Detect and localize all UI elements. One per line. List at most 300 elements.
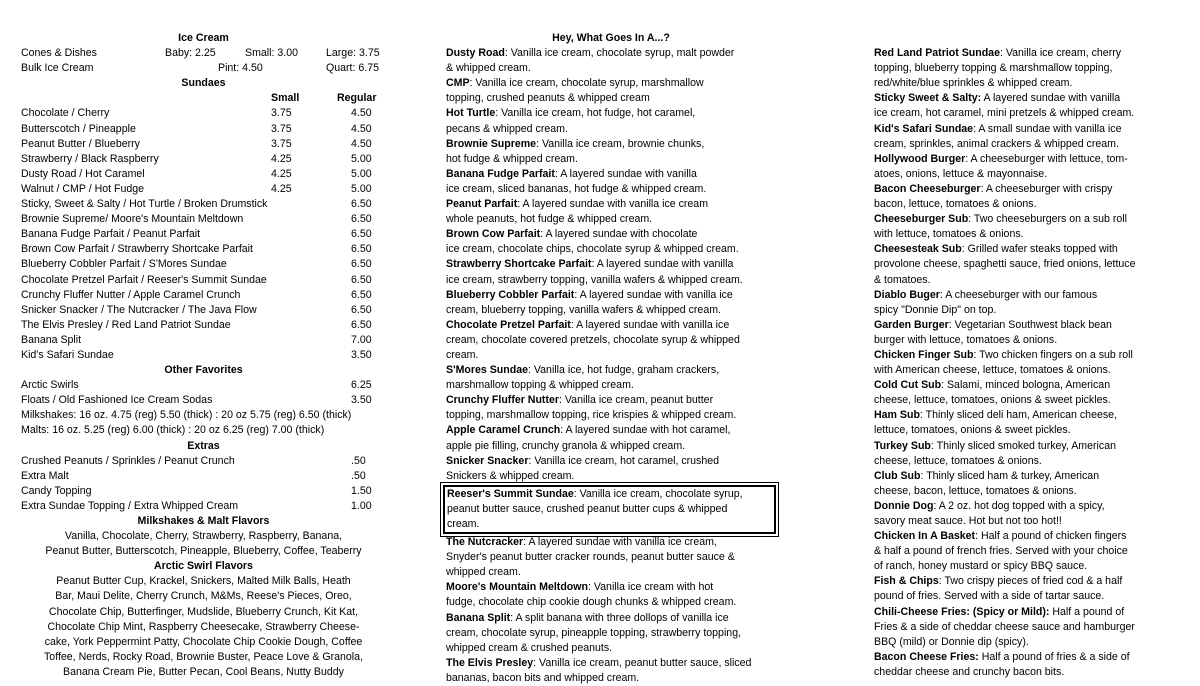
item-text: : Thinly sliced ham & turkey, American	[920, 469, 1100, 482]
item-text: lettuce, tomatoes, onions & sweet pickles.	[874, 424, 1071, 437]
sundae-name: Chocolate Pretzel Parfait / Reeser's Summit Sundae	[21, 273, 267, 286]
item-text: Half a pound of fries & a side of	[978, 650, 1130, 663]
extra-price: 1.00	[351, 499, 372, 512]
item-name: Donnie Dog	[874, 499, 934, 512]
description-line	[874, 665, 1174, 680]
other-name: Arctic Swirls	[21, 379, 79, 392]
item-text: : Two crispy pieces of fried cod & a half	[938, 575, 1123, 588]
description-line	[874, 167, 1174, 182]
extra-name: Crushed Peanuts / Sprinkles / Peanut Crunch	[21, 454, 235, 467]
item-name: Bacon Cheeseburger	[874, 182, 981, 195]
sundae-name: Peanut Butter / Blueberry	[21, 137, 140, 150]
sundae-regular-price: 5.00	[351, 182, 372, 195]
flavor-line: Bar, Maui Delite, Cherry Crunch, M&Ms, Reese's Pieces, Oreo,	[55, 590, 352, 603]
sundae-small-price: 4.25	[271, 167, 292, 180]
description-line	[446, 656, 776, 671]
description-line	[874, 589, 1174, 604]
item-text: : Vanilla ice cream, peanut butter	[559, 394, 714, 407]
description-line	[874, 333, 1174, 348]
sundae-small-price: 4.25	[271, 152, 292, 165]
item-text: BBQ (mild) or Donnie dip (spicy).	[874, 635, 1029, 648]
description-line	[446, 288, 776, 303]
description-line	[446, 423, 776, 438]
menu-item-description	[874, 212, 1174, 242]
menu-item-description	[874, 152, 1174, 182]
description-line	[874, 454, 1174, 469]
description-line	[874, 559, 1174, 574]
menu-item-description	[446, 535, 776, 580]
item-text: savory meat sauce. Hot but not too hot!!	[874, 515, 1062, 527]
item-name: Ham Sub	[874, 409, 920, 422]
item-name: Cold Cut Sub	[874, 379, 942, 392]
description-line	[874, 348, 1174, 363]
sundae-row	[21, 152, 386, 167]
sundae-row	[21, 212, 386, 227]
item-text: : A cheeseburger with our famous	[939, 288, 1098, 301]
item-text: : A cheeseburger with lettuce, tom-	[965, 152, 1128, 165]
description-line	[446, 46, 776, 61]
description-line	[446, 565, 776, 580]
sundae-regular-price: 6.50	[351, 303, 372, 316]
item-text: : Thinly sliced deli ham, American cheese,	[919, 409, 1117, 422]
sundae-col-headers: Small Regular	[271, 92, 377, 105]
description-line	[446, 454, 776, 469]
extra-row	[21, 499, 386, 514]
extra-price: .50	[351, 454, 366, 467]
description-line	[446, 641, 776, 656]
item-name: The Elvis Presley	[446, 656, 534, 669]
item-name: CMP	[446, 77, 470, 90]
sundae-row	[21, 137, 386, 152]
menu-item-description	[874, 288, 1174, 318]
menu-item-description	[874, 650, 1174, 680]
sundae-row	[21, 106, 386, 121]
flavor-line: Toffee, Nerds, Rocky Road, Brownie Buster, Peace Love & Granola,	[44, 650, 363, 663]
menu-item-description	[874, 318, 1174, 348]
item-name: Blueberry Cobbler Parfait	[446, 288, 575, 301]
sundae-name: Sticky, Sweet & Salty / Hot Turtle / Broken Drumstick	[21, 198, 268, 211]
description-line	[446, 626, 776, 641]
sundae-regular-price: 6.50	[351, 198, 372, 211]
item-name: Hot Turtle	[446, 107, 496, 120]
item-text: cream, blueberry topping, vanilla wafers & whipped cream.	[446, 303, 721, 316]
item-text: peanut butter sauce, crushed peanut butter cups & whipped	[447, 502, 728, 515]
menu-item-description	[446, 611, 776, 656]
item-name: Banana Split	[446, 611, 511, 624]
bulk-row: Bulk Ice Cream Pint: 4.50 Quart: 6.75	[21, 62, 379, 75]
description-line	[446, 257, 776, 272]
menu-item-description	[446, 656, 776, 686]
item-text: : A split banana with three dollops of vanilla ice	[510, 611, 729, 624]
description-line	[446, 122, 776, 137]
item-text: with lettuce, tomatoes & onions.	[874, 228, 1024, 241]
description-line	[446, 393, 776, 408]
item-text: provolone cheese, spaghetti sauce, fried onions, lettuce	[874, 258, 1136, 271]
description-line	[874, 499, 1174, 514]
item-text: Snyder's peanut butter cracker rounds, peanut butter sauce &	[446, 551, 735, 564]
sundae-regular-price: 6.50	[351, 243, 372, 256]
item-name: Chili-Cheese Fries: (Spicy or Mild):	[874, 605, 1050, 618]
malts-row: Malts: 16 oz. 5.25 (reg) 6.00 (thick) : 20 oz 6.25 (reg) 7.00 (thick)	[21, 424, 325, 437]
description-line	[874, 529, 1174, 544]
item-text: hot fudge & whipped cream.	[446, 152, 578, 165]
menu-item-description	[874, 242, 1174, 287]
item-text: : Salami, minced bologna, American	[941, 379, 1111, 392]
menu-item-description	[446, 454, 776, 484]
sundae-row	[21, 273, 386, 288]
item-text: burger with lettuce, tomatoes & onions.	[874, 333, 1058, 346]
sundae-regular-price: 7.00	[351, 333, 372, 346]
menu-item-description	[446, 393, 776, 423]
item-text: : A layered sundae with vanilla ice	[570, 318, 730, 331]
item-text: atoes, onions, lettuce & mayonnaise.	[874, 167, 1048, 180]
sundae-regular-price: 3.50	[351, 348, 372, 361]
food-description-list	[874, 46, 1174, 680]
swirl-flavors-text	[21, 574, 386, 680]
description-line	[446, 167, 776, 182]
description-line	[874, 605, 1174, 620]
item-name: Moore's Mountain Meltdown	[446, 581, 588, 594]
description-line	[874, 303, 1174, 318]
description-line	[874, 182, 1174, 197]
sundae-row	[21, 303, 386, 318]
description-line	[446, 611, 776, 626]
sundae-row	[21, 227, 386, 242]
item-name: Chocolate Pretzel Parfait	[446, 318, 571, 331]
description-line	[874, 574, 1174, 589]
description-line	[446, 408, 776, 423]
sundae-name: Brown Cow Parfait / Strawberry Shortcake Parfait	[21, 243, 253, 256]
menu-item-description	[874, 574, 1174, 604]
item-text: Half a pound of	[1049, 605, 1125, 618]
item-text: pound of fries. Served with a side of tartar sauce.	[874, 590, 1105, 603]
description-line	[874, 514, 1174, 529]
extra-price: 1.50	[351, 484, 372, 497]
description-line	[874, 242, 1174, 257]
menu-item-description	[874, 182, 1174, 212]
item-text: : A layered sundae with hot caramel,	[560, 424, 731, 437]
description-line	[446, 152, 776, 167]
flavor-line: Chocolate Chip, Butterfinger, Mudslide, Blueberry Crunch, Kit Kat,	[48, 605, 359, 618]
sundae-regular-price: 4.50	[351, 122, 372, 135]
description-line	[446, 348, 776, 363]
item-text: ice cream, sliced bananas, hot fudge & whipped cream.	[446, 182, 707, 195]
description-line	[874, 378, 1174, 393]
description-line	[446, 76, 776, 91]
sundae-row	[21, 242, 386, 257]
sundae-name: Kid's Safari Sundae	[21, 348, 114, 361]
sundae-row	[21, 333, 386, 348]
item-text: : Vanilla ice cream, brownie chunks,	[536, 137, 705, 150]
item-text: fudge, chocolate chip cookie dough chunks & whipped cream.	[446, 596, 737, 609]
item-name: Diablo Buger	[874, 288, 940, 301]
item-text: : Two cheeseburgers on a sub roll	[968, 213, 1128, 226]
item-text: Fries & a side of cheddar cheese sauce and hamburger	[874, 620, 1135, 633]
description-line	[446, 182, 776, 197]
item-text: pecans & whipped cream.	[446, 122, 568, 135]
item-text: : A layered sundae with vanilla ice	[574, 288, 733, 301]
description-line	[874, 257, 1174, 272]
sundae-row	[21, 318, 386, 333]
item-name: Club Sub	[874, 469, 921, 482]
whats-in-heading: Hey, What Goes In A...?	[552, 32, 670, 44]
item-text: spicy "Donnie Dip" on top.	[874, 303, 997, 316]
description-line	[874, 197, 1174, 212]
sundae-row	[21, 167, 386, 182]
description-line	[874, 635, 1174, 650]
description-line	[874, 318, 1174, 333]
description-line	[874, 227, 1174, 242]
sundae-name: Walnut / CMP / Hot Fudge	[21, 182, 145, 195]
extra-row	[21, 469, 386, 484]
sundae-small-price: 3.75	[271, 122, 292, 135]
description-line	[874, 76, 1174, 91]
item-name: Strawberry Shortcake Parfait	[446, 258, 592, 271]
item-text: whole peanuts, hot fudge & whipped cream.	[446, 213, 653, 226]
sundae-regular-price: 6.50	[351, 273, 372, 286]
item-name: Sticky Sweet & Salty:	[874, 92, 982, 105]
description-line	[874, 620, 1174, 635]
sundae-name: Butterscotch / Pineapple	[21, 122, 136, 135]
item-text: : Vanilla ice cream, cherry	[999, 47, 1122, 60]
flavor-line: Vanilla, Chocolate, Cherry, Strawberry, Raspberry, Banana,	[64, 530, 343, 543]
item-text: topping, marshmallow topping, rice krispies & whipped cream.	[446, 409, 737, 422]
description-line	[874, 273, 1174, 288]
sundae-name: Brownie Supreme/ Moore's Mountain Meltdown	[21, 213, 244, 226]
sundae-name: Crunchy Fluffer Nutter / Apple Caramel Crunch	[21, 288, 241, 301]
menu-item-description	[874, 91, 1174, 121]
description-line	[446, 378, 776, 393]
item-name: Apple Caramel Crunch	[446, 424, 561, 437]
item-text: & tomatoes.	[874, 273, 931, 286]
menu-item-description	[874, 122, 1174, 152]
description-line	[446, 61, 776, 76]
item-name: Reeser's Summit Sundae	[447, 487, 574, 500]
item-text: A layered sundae with vanilla	[981, 92, 1121, 105]
extra-price: .50	[351, 469, 366, 482]
item-text: : A layered sundae with chocolate	[540, 228, 698, 241]
description-line	[447, 517, 772, 532]
descriptions-column	[446, 31, 776, 686]
item-text: : Vanilla ice cream, peanut butter sauce, sliced	[533, 656, 752, 669]
menu-item-description	[874, 469, 1174, 499]
other-list	[21, 378, 386, 408]
shake-flavors-text	[21, 529, 386, 559]
item-text: whipped cream & crushed peanuts.	[446, 641, 613, 654]
description-line	[874, 46, 1174, 61]
extra-name: Candy Topping	[21, 484, 92, 497]
item-text: cheese, bacon, lettuce, tomatoes & onions.	[874, 484, 1077, 497]
sundae-regular-price: 5.00	[351, 167, 372, 180]
other-favorites-heading: Other Favorites	[164, 364, 243, 377]
item-text: : Vanilla ice cream with hot	[588, 581, 714, 594]
description-line	[874, 423, 1174, 438]
extra-name: Extra Sundae Topping / Extra Whipped Cream	[21, 499, 239, 512]
item-text: : Half a pound of chicken fingers	[975, 530, 1127, 543]
item-text: topping, crushed peanuts & whipped cream	[446, 92, 650, 105]
description-line	[874, 212, 1174, 227]
item-text: : Vegetarian Southwest black bean	[948, 318, 1112, 331]
item-name: Garden Burger	[874, 318, 949, 331]
sundae-small-price: 3.75	[271, 137, 292, 150]
other-row	[21, 393, 386, 408]
sundae-regular-price: 6.50	[351, 213, 372, 226]
extras-list	[21, 454, 386, 514]
item-name: Cheeseburger Sub	[874, 213, 969, 226]
description-line	[874, 91, 1174, 106]
item-name: Chicken Finger Sub	[874, 348, 974, 361]
menu-item-description	[874, 348, 1174, 378]
description-line	[447, 502, 772, 517]
item-text: : Vanilla ice cream, chocolate syrup, malt powder	[504, 47, 735, 60]
item-text: : A cheeseburger with crispy	[980, 182, 1113, 195]
description-line	[446, 671, 776, 686]
menu-item-description	[446, 106, 776, 136]
item-name: Turkey Sub	[874, 439, 931, 452]
other-name: Floats / Old Fashioned Ice Cream Sodas	[21, 394, 213, 407]
description-line	[446, 580, 776, 595]
item-text: & half a pound of french fries. Served with your choice	[874, 545, 1128, 558]
description-line	[446, 363, 776, 378]
item-text: : Two chicken fingers on a sub roll	[973, 348, 1133, 361]
ice-cream-heading: Ice Cream	[178, 32, 229, 44]
description-line	[446, 197, 776, 212]
sundae-regular-price: 4.50	[351, 107, 372, 120]
sundae-row	[21, 348, 386, 363]
description-line	[874, 650, 1174, 665]
cones-row: Cones & Dishes Baby: 2.25 Small: 3.00 Large: 3.75	[21, 47, 380, 60]
sundae-regular-price: 4.50	[351, 137, 372, 150]
item-text: : Vanilla ice cream, chocolate syrup, marshmallow	[469, 77, 704, 90]
menu-item-description	[446, 318, 776, 363]
item-text: cream.	[447, 518, 480, 530]
item-text: cream, sprinkles, animal crackers & whipped cream.	[874, 137, 1119, 150]
item-text: cheddar cheese and crunchy bacon bits.	[874, 665, 1065, 678]
flavor-line: Chocolate Chip Mint, Raspberry Cheesecake, Strawberry Cheese-	[47, 620, 360, 633]
item-name: Chicken In A Basket	[874, 530, 976, 543]
milkshakes-row: Milkshakes: 16 oz. 4.75 (reg) 5.50 (thick) : 20 oz 5.75 (reg) 6.50 (thick)	[21, 409, 352, 422]
sundae-name: Chocolate / Cherry	[21, 107, 110, 120]
description-list	[446, 46, 776, 686]
item-name: Brownie Supreme	[446, 137, 537, 150]
item-text: : Vanilla ice cream, chocolate syrup,	[573, 487, 743, 500]
menu-item-description	[446, 257, 776, 287]
item-text: ice cream, hot caramel, mini pretzels & whipped cream.	[874, 107, 1135, 120]
item-name: Fish & Chips	[874, 575, 939, 588]
menu-item-description	[874, 499, 1174, 529]
item-text: bacon, lettuce, tomatoes & onions.	[874, 198, 1037, 211]
sundae-small-price: 3.75	[271, 107, 292, 120]
item-text: cream, chocolate covered pretzels, chocolate syrup & whipped	[446, 333, 740, 346]
menu-item-description	[874, 46, 1174, 91]
item-name: Banana Fudge Parfait	[446, 167, 555, 180]
item-text: & whipped cream.	[446, 62, 531, 75]
description-line	[874, 152, 1174, 167]
menu-item-description	[446, 137, 776, 167]
item-text: whipped cream.	[446, 566, 521, 579]
flavor-line: Peanut Butter, Butterscotch, Pineapple, Blueberry, Coffee, Teaberry	[45, 545, 362, 558]
description-line	[446, 227, 776, 242]
item-name: Snicker Snacker	[446, 454, 529, 467]
description-line	[446, 550, 776, 565]
item-text: cheese, lettuce, tomatoes, onions & sweet pickles.	[874, 394, 1111, 407]
menu-item-description	[446, 580, 776, 610]
item-text: Snickers & whipped cream.	[446, 469, 575, 482]
description-line	[446, 242, 776, 257]
sundae-small-price: 4.25	[271, 182, 292, 195]
description-line	[446, 212, 776, 227]
description-line	[874, 469, 1174, 484]
extra-row	[21, 454, 386, 469]
sundae-row	[21, 288, 386, 303]
item-name: Kid's Safari Sundae	[874, 122, 974, 135]
description-line	[874, 106, 1174, 121]
item-name: Red Land Patriot Sundae	[874, 47, 1000, 60]
sundae-row	[21, 197, 386, 212]
item-text: with American cheese, lettuce, tomatoes & onions.	[874, 364, 1111, 377]
description-line	[446, 595, 776, 610]
highlighted-item	[443, 485, 776, 534]
item-text: cream.	[446, 348, 479, 361]
menu-item-description	[874, 408, 1174, 438]
menu-item-description	[446, 288, 776, 318]
description-line	[874, 61, 1174, 76]
menu-item-description	[446, 167, 776, 197]
extras-heading: Extras	[187, 439, 220, 452]
menu-item-description	[446, 363, 776, 393]
sundae-row	[21, 257, 386, 272]
description-line	[446, 91, 776, 106]
sundae-regular-price: 6.50	[351, 258, 372, 271]
item-name: Crunchy Fluffer Nutter	[446, 394, 560, 407]
item-text: topping, blueberry topping & marshmallow topping,	[874, 62, 1113, 75]
sundae-name: Blueberry Cobbler Parfait / S'Mores Sundae	[21, 258, 227, 271]
sundae-name: Banana Fudge Parfait / Peanut Parfait	[21, 228, 201, 241]
item-name: Peanut Parfait	[446, 198, 518, 211]
item-name: Bacon Cheese Fries:	[874, 650, 979, 663]
description-line	[446, 303, 776, 318]
swirl-flavors-heading: Arctic Swirl Flavors	[154, 560, 253, 573]
item-name: Dusty Road	[446, 47, 505, 60]
description-line	[446, 439, 776, 454]
extra-row	[21, 484, 386, 499]
menu-item-description	[446, 227, 776, 257]
description-line	[874, 544, 1174, 559]
description-line	[874, 393, 1174, 408]
sundae-name: Dusty Road / Hot Caramel	[21, 167, 145, 180]
flavor-line: cake, York Peppermint Patty, Chocolate Chip Cookie Dough, Coffee	[44, 635, 363, 648]
description-line	[446, 333, 776, 348]
sundae-name: Strawberry / Black Raspberry	[21, 152, 159, 165]
item-text: : Grilled wafer steaks topped with	[961, 243, 1118, 256]
sundae-regular-price: 6.50	[351, 318, 372, 331]
item-text: : A layered sundae with vanilla	[554, 167, 697, 180]
item-text: red/white/blue sprinkles & whipped cream.	[874, 77, 1073, 90]
description-line	[446, 137, 776, 152]
sundae-row	[21, 182, 386, 197]
menu-item-description	[874, 529, 1174, 574]
sundae-row	[21, 122, 386, 137]
sundae-regular-price: 5.00	[351, 152, 372, 165]
sundae-name: The Elvis Presley / Red Land Patriot Sundae	[21, 318, 231, 331]
description-line	[874, 122, 1174, 137]
item-text: ice cream, strawberry topping, vanilla wafers & whipped cream.	[446, 273, 743, 286]
item-name: Cheesesteak Sub	[874, 243, 962, 256]
description-line	[874, 484, 1174, 499]
menu-item-description	[874, 439, 1174, 469]
item-text: : Vanilla ice, hot fudge, graham crackers,	[528, 364, 720, 377]
item-text: : Thinly sliced smoked turkey, American	[930, 439, 1116, 452]
